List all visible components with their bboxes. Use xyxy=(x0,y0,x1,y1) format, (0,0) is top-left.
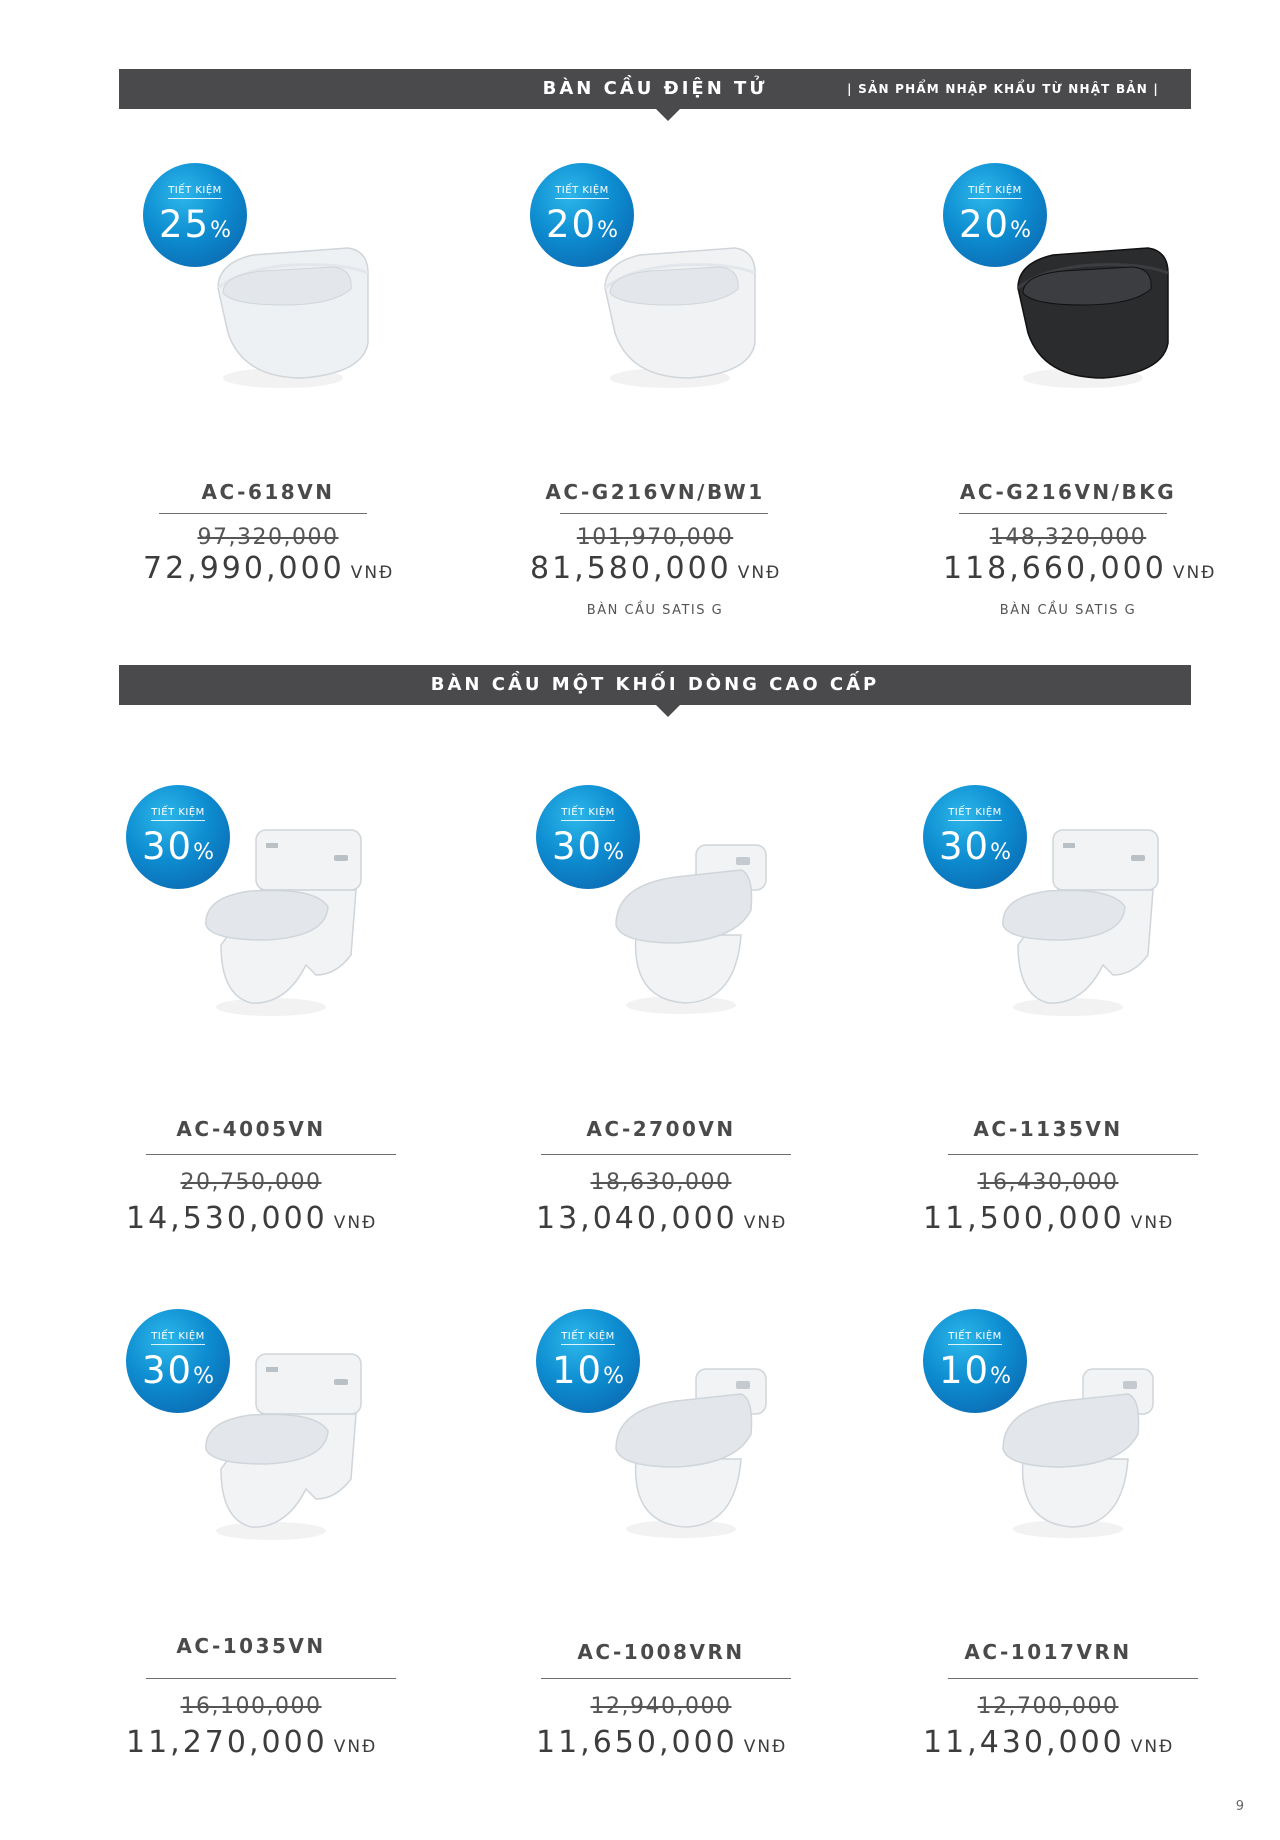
discount-badge xyxy=(126,1309,230,1413)
model-name: AC-1035VN xyxy=(176,1634,326,1658)
model-name: AC-G216VN/BW1 xyxy=(545,480,765,504)
product-note: BÀN CẦU SATIS G xyxy=(999,603,1137,618)
divider xyxy=(541,1154,791,1155)
product-card xyxy=(923,785,1175,1236)
old-price xyxy=(143,525,393,550)
old-price-value: 12,940,000 xyxy=(590,1694,732,1719)
percent-sign: % xyxy=(603,840,624,865)
new-price xyxy=(126,1201,376,1236)
divider xyxy=(146,1678,396,1679)
section-banner-electronic xyxy=(119,69,1191,109)
saving-label: TIẾT KIỆM xyxy=(948,807,1002,821)
new-price xyxy=(923,1725,1173,1760)
product-card xyxy=(536,1309,788,1760)
new-price xyxy=(126,1725,376,1760)
old-price xyxy=(923,1170,1173,1195)
percent-sign: % xyxy=(193,840,214,865)
old-price xyxy=(536,1694,786,1719)
discount-badge xyxy=(943,163,1047,267)
divider xyxy=(560,513,768,514)
old-price xyxy=(126,1694,376,1719)
currency: VNĐ xyxy=(743,1213,788,1233)
currency: VNĐ xyxy=(333,1737,378,1757)
currency: VNĐ xyxy=(333,1213,378,1233)
discount-badge xyxy=(536,785,640,889)
currency: VNĐ xyxy=(743,1737,788,1757)
percent-sign: % xyxy=(990,1364,1011,1389)
old-price-value: 101,970,000 xyxy=(576,525,734,550)
page-number: 9 xyxy=(1235,1799,1244,1814)
discount-percent: 25 xyxy=(159,203,211,246)
discount-badge xyxy=(536,1309,640,1413)
new-price-value: 81,580,000 xyxy=(530,551,732,586)
product-card xyxy=(126,1309,378,1760)
discount-badge xyxy=(143,163,247,267)
discount-badge xyxy=(923,1309,1027,1413)
new-price xyxy=(536,1201,786,1236)
old-price-value: 16,430,000 xyxy=(977,1170,1119,1195)
model-name: AC-1135VN xyxy=(973,1117,1123,1141)
new-price-value: 11,270,000 xyxy=(126,1725,328,1760)
currency: VNĐ xyxy=(1172,563,1217,583)
new-price-value: 72,990,000 xyxy=(143,551,345,586)
model-name: AC-2700VN xyxy=(586,1117,736,1141)
percent-sign: % xyxy=(193,1364,214,1389)
percent-sign: % xyxy=(210,218,231,243)
discount-percent: 10 xyxy=(939,1349,991,1392)
new-price xyxy=(943,551,1217,586)
discount-percent: 10 xyxy=(552,1349,604,1392)
saving-label: TIẾT KIỆM xyxy=(968,185,1022,199)
saving-label: TIẾT KIỆM xyxy=(555,185,609,199)
saving-label: TIẾT KIỆM xyxy=(561,807,615,821)
discount-percent: 30 xyxy=(142,1349,194,1392)
currency: VNĐ xyxy=(1130,1213,1175,1233)
new-price-value: 11,430,000 xyxy=(923,1725,1125,1760)
model-name: AC-4005VN xyxy=(176,1117,326,1141)
model-name: AC-G216VN/BKG xyxy=(959,480,1177,504)
product-note: BÀN CẦU SATIS G xyxy=(586,603,724,618)
section-banner-one-piece xyxy=(119,665,1191,705)
discount-percent: 30 xyxy=(939,825,991,868)
section-subtitle: | SẢN PHẨM NHẬP KHẨU TỪ NHẬT BẢN | xyxy=(847,82,1159,96)
old-price-value: 148,320,000 xyxy=(989,525,1147,550)
percent-sign: % xyxy=(1010,218,1031,243)
new-price xyxy=(923,1201,1173,1236)
discount-percent: 20 xyxy=(546,203,598,246)
discount-badge xyxy=(126,785,230,889)
divider xyxy=(948,1154,1198,1155)
product-card xyxy=(126,785,378,1236)
currency: VNĐ xyxy=(737,563,782,583)
product-card xyxy=(143,163,395,586)
currency: VNĐ xyxy=(350,563,395,583)
discount-badge xyxy=(530,163,634,267)
percent-sign: % xyxy=(990,840,1011,865)
new-price xyxy=(536,1725,786,1760)
discount-percent: 30 xyxy=(142,825,194,868)
divider xyxy=(959,513,1167,514)
old-price xyxy=(536,1170,786,1195)
new-price-value: 118,660,000 xyxy=(943,551,1167,586)
divider xyxy=(159,513,367,514)
saving-label: TIẾT KIỆM xyxy=(151,1331,205,1345)
new-price-value: 11,500,000 xyxy=(923,1201,1125,1236)
new-price-value: 11,650,000 xyxy=(536,1725,738,1760)
saving-label: TIẾT KIỆM xyxy=(561,1331,615,1345)
model-name: AC-1008VRN xyxy=(577,1640,745,1664)
new-price-value: 14,530,000 xyxy=(126,1201,328,1236)
model-name: AC-618VN xyxy=(201,480,335,504)
discount-percent: 20 xyxy=(959,203,1011,246)
product-card xyxy=(923,1309,1175,1760)
old-price xyxy=(530,525,780,550)
section-title: BÀN CẦU MỘT KHỐI DÒNG CAO CẤP xyxy=(430,674,880,695)
new-price xyxy=(530,551,780,586)
old-price-value: 12,700,000 xyxy=(977,1694,1119,1719)
old-price-value: 97,320,000 xyxy=(197,525,339,550)
old-price-value: 18,630,000 xyxy=(590,1170,732,1195)
new-price xyxy=(143,551,393,586)
percent-sign: % xyxy=(603,1364,624,1389)
model-name: AC-1017VRN xyxy=(964,1640,1132,1664)
percent-sign: % xyxy=(597,218,618,243)
old-price-value: 16,100,000 xyxy=(180,1694,322,1719)
product-card xyxy=(536,785,788,1236)
old-price xyxy=(126,1170,376,1195)
discount-percent: 30 xyxy=(552,825,604,868)
discount-badge xyxy=(923,785,1027,889)
section-title: BÀN CẦU ĐIỆN TỬ xyxy=(542,78,768,99)
divider xyxy=(146,1154,396,1155)
saving-label: TIẾT KIỆM xyxy=(948,1331,1002,1345)
product-card xyxy=(530,163,782,618)
divider xyxy=(541,1678,791,1679)
new-price-value: 13,040,000 xyxy=(536,1201,738,1236)
old-price xyxy=(943,525,1193,550)
old-price-value: 20,750,000 xyxy=(180,1170,322,1195)
saving-label: TIẾT KIỆM xyxy=(151,807,205,821)
currency: VNĐ xyxy=(1130,1737,1175,1757)
divider xyxy=(948,1678,1198,1679)
saving-label: TIẾT KIỆM xyxy=(168,185,222,199)
old-price xyxy=(923,1694,1173,1719)
product-card xyxy=(943,163,1217,618)
